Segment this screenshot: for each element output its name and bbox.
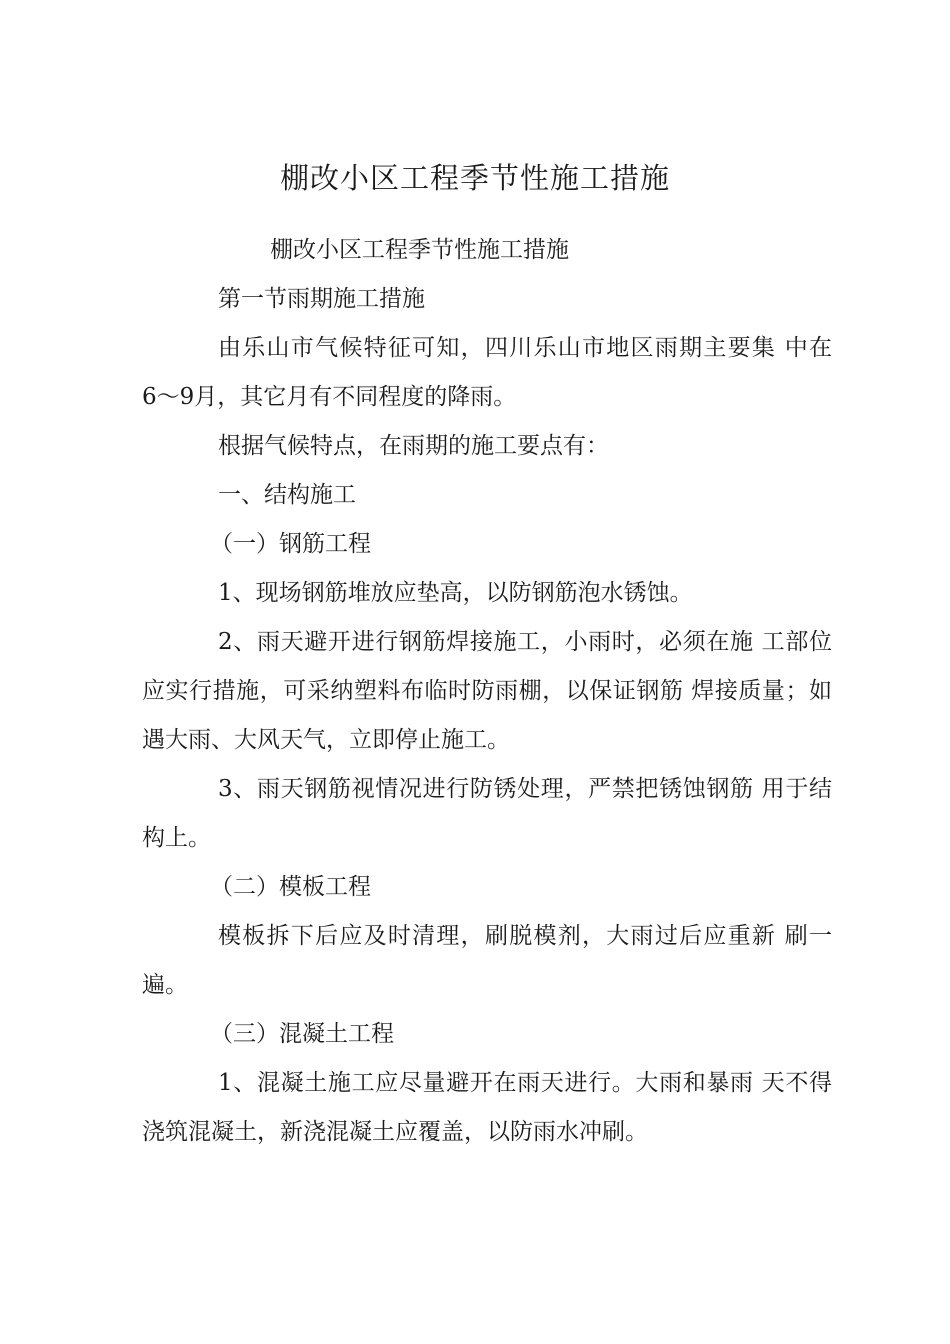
paragraph: 模板拆下后应及时清理，刷脱模剂，大雨过后应重新 刷一遍。 [142,923,832,998]
subsection-heading: （一）钢筋工程 [210,531,371,557]
subsection-heading: （二）模板工程 [210,874,371,900]
paragraph: 由乐山市气候特征可知，四川乐山市地区雨期主要集 中在6〜9月，其它月有不同程度的降雨。 [142,335,832,410]
subsection-heading: （三）混凝土工程 [210,1021,394,1047]
document-subtitle: 棚改小区工程季节性施工措施 [270,237,569,263]
paragraph: 3、雨天钢筋视情况进行防锈处理，严禁把锈蚀钢筋 用于结构上。 [142,776,832,851]
section-heading: 第一节雨期施工措施 [218,286,425,312]
document-body [142,226,832,1157]
paragraph: 1、混凝土施工应尽量避开在雨天进行。大雨和暴雨 天不得浇筑混凝土，新浇混凝土应覆盖，以防雨水冲刷。 [142,1070,832,1145]
paragraph: 根据气候特点，在雨期的施工要点有： [218,433,609,459]
section-heading: 一、结构施工 [218,482,356,508]
paragraph: 1、现场钢筋堆放应垫高，以防钢筋泡水锈蚀。 [218,580,693,606]
document-title: 棚改小区工程季节性施工措施 [279,161,670,195]
paragraph: 2、雨天避开进行钢筋焊接施工，小雨时，必须在施 工部位应实行措施，可采纳塑料布临时防雨棚，以保证钢筋 焊接质量；如遇大雨、大风天气，立即停止施工。 [142,629,832,753]
